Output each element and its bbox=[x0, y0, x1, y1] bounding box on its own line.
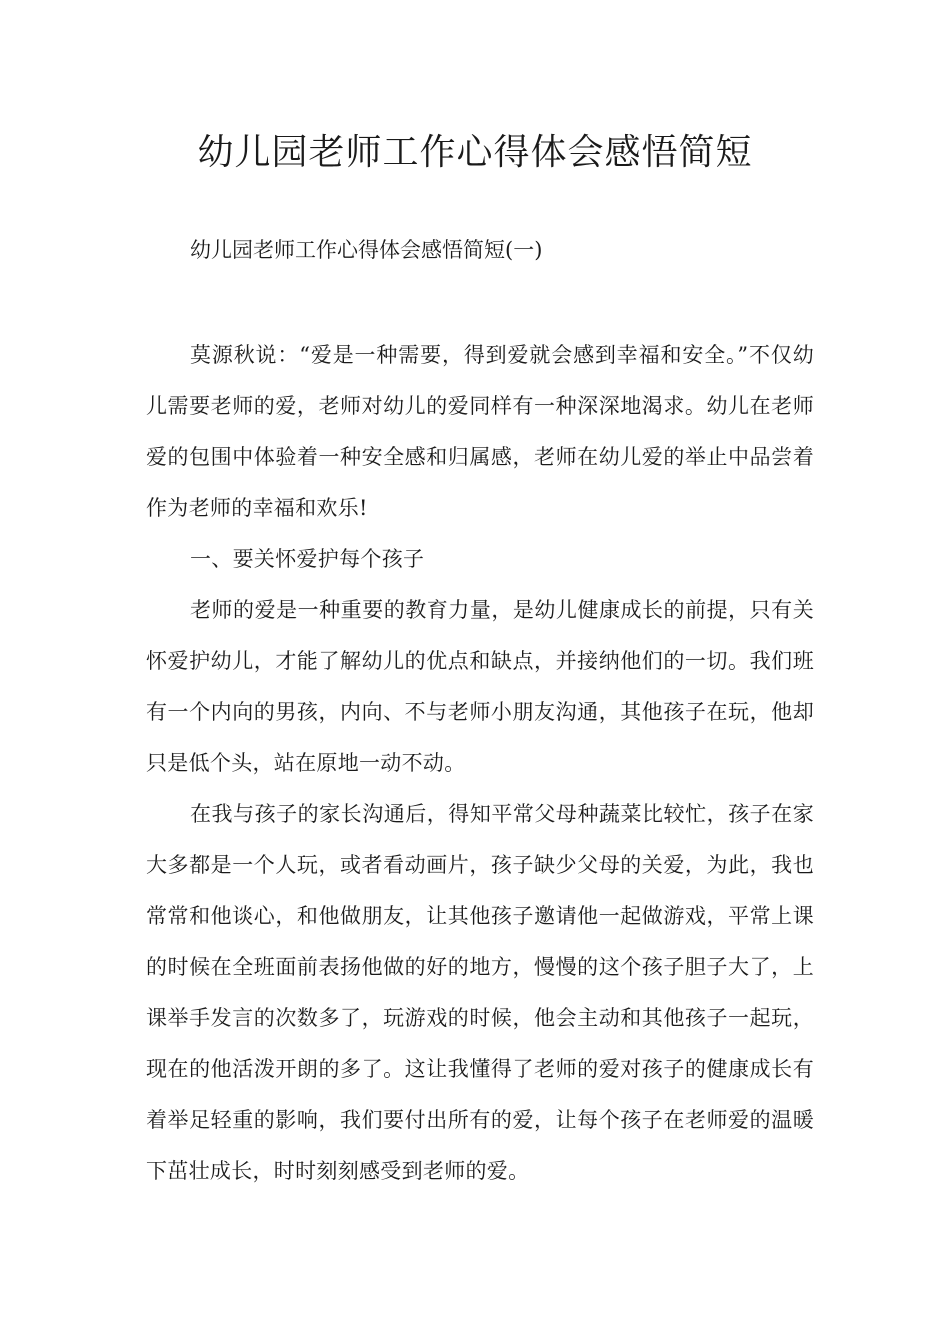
document-title: 幼儿园老师工作心得体会感悟简短 bbox=[197, 132, 753, 173]
paragraph-parent-communication: 在我与孩子的家长沟通后，得知平常父母种蔬菜比较忙，孩子在家大多都是一个人玩，或者看动画片，孩子缺少父母的关爱，为此，我也常常和他谈心，和他做朋友，让其他孩子邀请他一起做游戏，平常上课的时候在全班面前表扬他做的好的地方，慢慢的这个孩子胆子大了，上课举手发言的次数多了，玩游戏的时候，他会主动和其他孩子一起玩，现在的他活泼开朗的多了。这让我懂得了老师的爱对孩子的健康成长有着举足轻重的影响，我们要付出所有的爱，让每个孩子在老师爱的温暖下茁壮成长，时时刻刻感受到老师的爱。 bbox=[146, 802, 814, 1183]
section-heading: 一、要关怀爱护每个孩子 bbox=[190, 547, 425, 571]
document-body bbox=[146, 330, 814, 1197]
document-subtitle: 幼儿园老师工作心得体会感悟简短(一) bbox=[190, 238, 543, 262]
paragraph-teacher-love: 老师的爱是一种重要的教育力量，是幼儿健康成长的前提，只有关怀爱护幼儿，才能了解幼儿的优点和缺点，并接纳他们的一切。我们班有一个内向的男孩，内向、不与老师小朋友沟通，其他孩子在玩，他却只是低个头，站在原地一动不动。 bbox=[146, 598, 814, 775]
paragraph-intro: 莫源秋说：“爱是一种需要，得到爱就会感到幸福和安全。”不仅幼儿需要老师的爱，老师对幼儿的爱同样有一种深深地渴求。幼儿在老师爱的包围中体验着一种安全感和归属感，老师在幼儿爱的举止中品尝着作为老师的幸福和欢乐! bbox=[146, 343, 814, 520]
